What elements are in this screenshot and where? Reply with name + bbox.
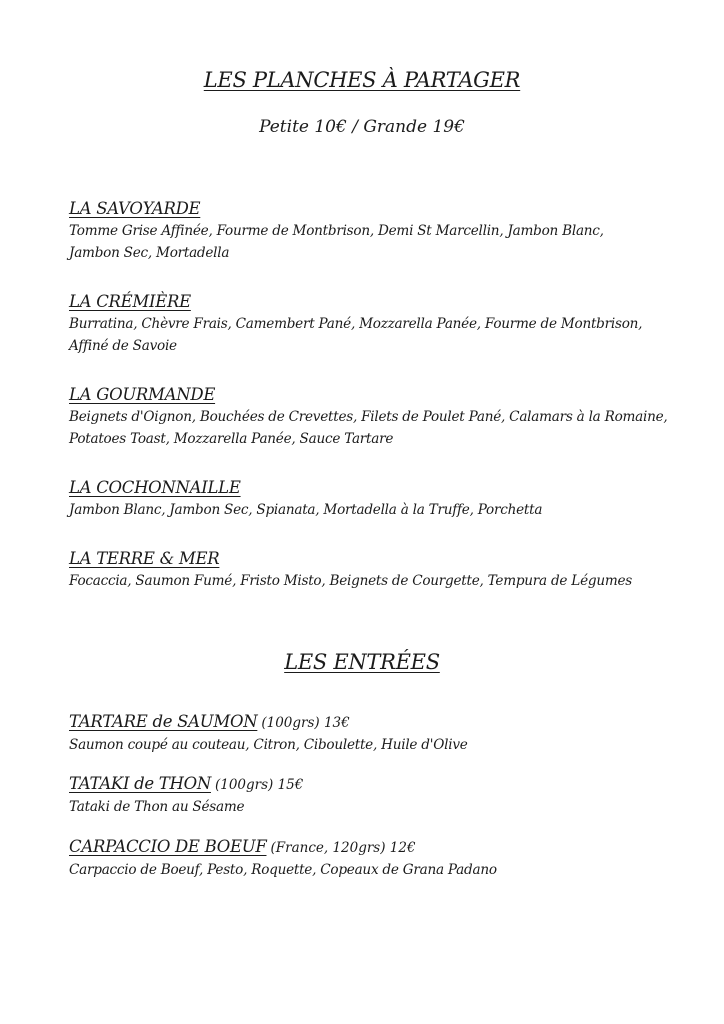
item-portion-price: (100grs) 15€	[214, 777, 304, 793]
section-title-planches-text: LES PLANCHES À PARTAGER	[203, 68, 521, 92]
menu-item-tataki-thon	[69, 773, 689, 818]
menu-item-savoyarde	[69, 198, 689, 264]
item-name: LA TERRE & MER	[69, 549, 220, 568]
item-portion-price: (100grs) 13€	[261, 715, 350, 731]
menu-item-gourmande	[69, 384, 689, 450]
item-name: LA SAVOYARDE	[69, 199, 201, 218]
item-description-line1: Tomme Grise Affinée, Fourme de Montbrison, Demi St Marcellin, Jambon Blanc,	[69, 223, 604, 239]
section-title-planches	[0, 68, 724, 92]
item-description-line2: Jambon Sec, Mortadella	[69, 245, 230, 261]
item-name: TATAKI de THON	[69, 774, 211, 793]
section-title-entrees	[0, 650, 724, 674]
item-description-line2: Affiné de Savoie	[69, 338, 177, 354]
menu-item-cremiere	[69, 291, 689, 357]
item-description-line1: Focaccia, Saumon Fumé, Fristo Misto, Beignets de Courgette, Tempura de Légumes	[69, 573, 632, 589]
item-description: Saumon coupé au couteau, Citron, Ciboulette, Huile d'Olive	[69, 737, 468, 753]
item-description-line2: Potatoes Toast, Mozzarella Panée, Sauce Tartare	[69, 431, 394, 447]
item-description: Tataki de Thon au Sésame	[69, 799, 245, 815]
item-portion-price: (France, 120grs) 12€	[270, 840, 416, 856]
item-name: LA COCHONNAILLE	[69, 478, 241, 497]
menu-item-tartare-saumon	[69, 711, 689, 756]
item-name: CARPACCIO DE BOEUF	[69, 837, 267, 856]
menu-item-carpaccio-boeuf	[69, 836, 689, 881]
item-description-line1: Burratina, Chèvre Frais, Camembert Pané, Mozzarella Panée, Fourme de Montbrison,	[69, 316, 643, 332]
item-name: LA GOURMANDE	[69, 385, 216, 404]
planches-prices: Petite 10€ / Grande 19€	[259, 117, 465, 137]
menu-item-terre-mer	[69, 548, 689, 592]
item-name: LA CRÉMIÈRE	[69, 292, 191, 311]
item-description: Carpaccio de Boeuf, Pesto, Roquette, Copeaux de Grana Padano	[69, 862, 497, 878]
section-title-entrees-text: LES ENTRÉES	[284, 650, 440, 674]
item-description-line1: Jambon Blanc, Jambon Sec, Spianata, Mortadella à la Truffe, Porchetta	[69, 502, 543, 518]
item-name: TARTARE de SAUMON	[69, 712, 258, 731]
item-description-line1: Beignets d'Oignon, Bouchées de Crevettes, Filets de Poulet Pané, Calamars à la Romaine,	[69, 409, 668, 425]
menu-item-cochonnaille	[69, 477, 689, 521]
